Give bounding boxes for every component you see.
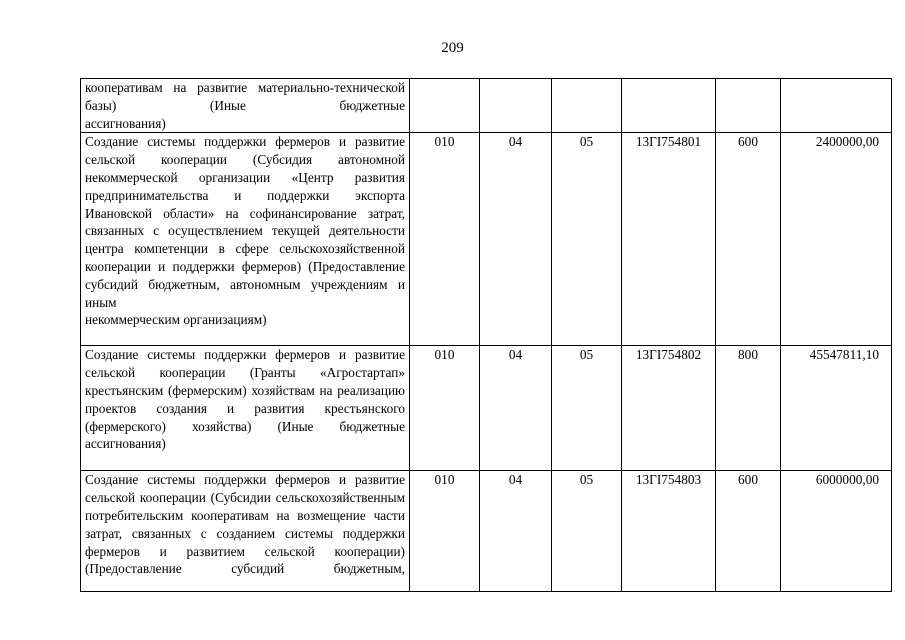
subsection-code-cell: 05 [552,471,622,592]
page-number: 209 [441,40,464,56]
target-code-cell: 13ГI754803 [622,471,716,592]
expense-type-cell: 600 [716,133,781,346]
grbs-code-cell: 010 [410,471,480,592]
budget-table [80,78,892,592]
subsection-code-cell [552,79,622,133]
table-row [81,133,892,346]
section-code-cell: 04 [480,133,552,346]
amount-cell: 2400000,00 [781,133,892,346]
target-code-cell [622,79,716,133]
grbs-code-cell [410,79,480,133]
expense-name-cell: Создание системы поддержки фермеров и развитие сельской кооперации (Субсидии сельскохозяйственным потребительским кооперативам на возмещение части затрат, связанных с созданием системы поддержки фермеров и развитием сельской кооперации) (Предоставление субсидий бюджетным, [81,471,410,592]
section-code-cell: 04 [480,471,552,592]
subsection-code-cell: 05 [552,346,622,471]
table-row [81,346,892,471]
expense-name-cell: Создание системы поддержки фермеров и развитие сельской кооперации (Субсидия автономной некоммерческой организации «Центр развития предпринимательства и поддержки экспорта Ивановской области» на софинансирование затрат, связанных с осуществлением текущей деятельности центра компетенции в сфере сельскохозяйственной кооперации и поддержки фермеров) (Предоставление субсидий бюджетным, автономным учреждениям и иным некоммерческим организациям) [81,133,410,346]
amount-cell [781,79,892,133]
subsection-code-cell: 05 [552,133,622,346]
expense-name-cell: кооперативам на развитие материально-технической базы) (Иные бюджетные ассигнования) [81,79,410,133]
section-code-cell: 04 [480,346,552,471]
amount-cell: 6000000,00 [781,471,892,592]
amount-cell: 45547811,10 [781,346,892,471]
target-code-cell: 13ГI754802 [622,346,716,471]
table-row [81,79,892,133]
section-code-cell [480,79,552,133]
expense-type-cell [716,79,781,133]
table-row [81,471,892,592]
grbs-code-cell: 010 [410,133,480,346]
expense-type-cell: 600 [716,471,781,592]
target-code-cell: 13ГI754801 [622,133,716,346]
grbs-code-cell: 010 [410,346,480,471]
expense-type-cell: 800 [716,346,781,471]
expense-name-cell: Создание системы поддержки фермеров и развитие сельской кооперации (Гранты «Агростартап» крестьянским (фермерским) хозяйствам на реализацию проектов создания и развития крестьянского (фермерского) хозяйства) (Иные бюджетные ассигнования) [81,346,410,471]
